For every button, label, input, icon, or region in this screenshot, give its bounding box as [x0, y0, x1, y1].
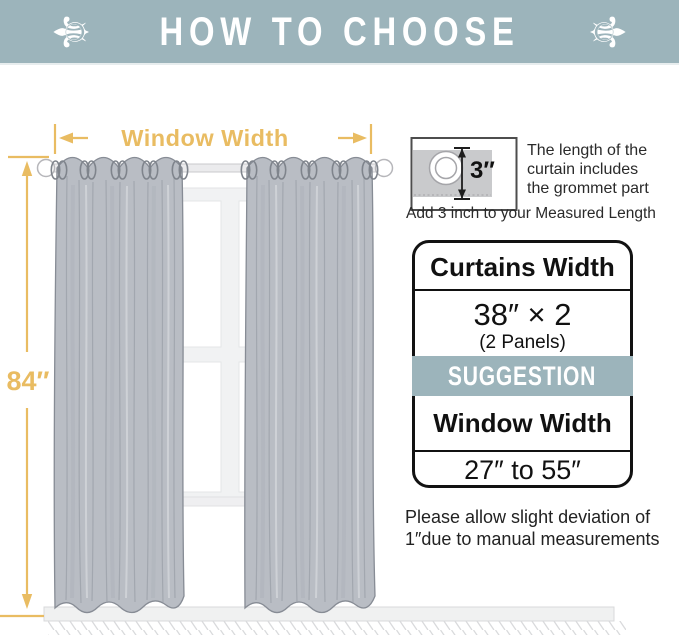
deviation-note-line: Please allow slight deviation of	[405, 507, 651, 527]
grommet-note-line: the grommet part	[527, 180, 649, 197]
grommet-size-label: 3″	[470, 157, 495, 184]
add-length-note: Add 3 inch to your Measured Length	[406, 205, 656, 222]
curtain-panel-right	[241, 158, 377, 613]
divider	[415, 450, 630, 452]
grommet-note-line: curtain includes	[527, 161, 639, 178]
fleur-de-lis-left-icon: ⚜	[44, 9, 101, 54]
fleur-de-lis-right-icon: ⚜	[578, 9, 635, 54]
suggestion-band	[412, 356, 633, 396]
suggestion-label: SUGGESTION	[448, 360, 597, 391]
arrowhead-down	[22, 594, 32, 609]
grommet-hole	[436, 158, 457, 179]
height-label: 84″	[6, 366, 50, 396]
panels-count: (2 Panels)	[479, 332, 566, 353]
grommet-note-line: The length of the	[527, 142, 648, 159]
deviation-note	[405, 506, 660, 550]
arrowhead-left	[59, 133, 73, 144]
grommet-note	[527, 141, 677, 198]
floor-hatching	[48, 621, 626, 635]
divider	[415, 289, 630, 291]
grommet-length-diagram	[410, 136, 520, 214]
header-banner	[0, 0, 679, 65]
deviation-note-line: 1″due to manual measurements	[405, 529, 660, 549]
size-suggestion-box	[412, 240, 633, 488]
window-width-range: 27″ to 55″	[464, 455, 581, 485]
curtain-panel-left	[51, 158, 187, 613]
arrowhead-right	[353, 133, 367, 144]
page-title: HOW TO CHOOSE	[159, 9, 520, 54]
window-width-heading: Window Width	[433, 408, 612, 438]
window-width-label: Window Width	[121, 125, 289, 151]
arrowhead-up	[22, 161, 32, 176]
curtains-width-label: Curtains Width	[430, 252, 615, 282]
curtains-width-value: 38″ × 2	[473, 297, 572, 332]
